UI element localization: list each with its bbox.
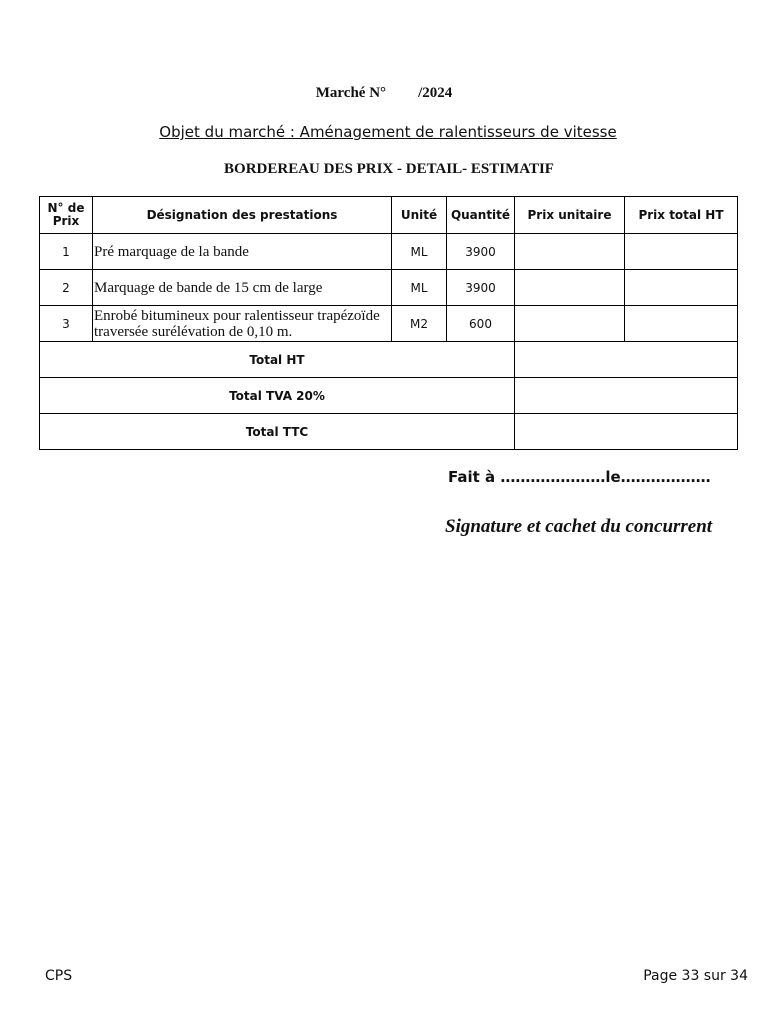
total-tva-value[interactable] [515,378,738,414]
cell-quantite: 3900 [447,270,515,306]
column-header-prix-total: Prix total HT [625,197,738,234]
price-table [39,196,738,450]
total-row [40,414,738,450]
footer-left: CPS [45,968,73,984]
table-row [40,270,738,306]
column-header-designation: Désignation des prestations [93,197,392,234]
cell-designation: Enrobé bitumineux pour ralentisseur trapézoïde traversée surélévation de 0,10 m. [93,306,392,342]
cell-num: 3 [40,306,93,342]
marche-number-line [0,85,768,102]
total-ht-label: Total HT [40,342,515,378]
page-number: Page 33 sur 34 [643,968,748,984]
cell-unite: ML [392,270,447,306]
cell-num: 2 [40,270,93,306]
total-row [40,342,738,378]
cell-quantite: 600 [447,306,515,342]
cell-designation: Pré marquage de la bande [93,234,392,270]
fait-a-line: Fait à …………………le……………… [448,468,711,486]
cell-quantite: 3900 [447,234,515,270]
table-header-row [40,197,738,234]
cell-prix-total[interactable] [625,306,738,342]
cell-num: 1 [40,234,93,270]
signature-label: Signature et cachet du concurrent [445,516,713,537]
cell-unite: M2 [392,306,447,342]
total-tva-label: Total TVA 20% [40,378,515,414]
cell-prix-total[interactable] [625,270,738,306]
total-row [40,378,738,414]
column-header-quantite: Quantité [447,197,515,234]
column-header-num: N° de Prix [40,197,93,234]
cell-prix-unitaire[interactable] [515,270,625,306]
marche-year: /2024 [418,85,453,101]
cell-unite: ML [392,234,447,270]
objet-du-marche: Objet du marché : Aménagement de ralentisseurs de vitesse [159,123,617,141]
column-header-prix-unitaire: Prix unitaire [515,197,625,234]
table-row [40,234,738,270]
cell-prix-unitaire[interactable] [515,306,625,342]
total-ttc-value[interactable] [515,414,738,450]
cell-designation: Marquage de bande de 15 cm de large [93,270,392,306]
column-header-unite: Unité [392,197,447,234]
cell-prix-total[interactable] [625,234,738,270]
bordereau-title: BORDEREAU DES PRIX - DETAIL- ESTIMATIF [224,161,554,177]
cell-prix-unitaire[interactable] [515,234,625,270]
total-ttc-label: Total TTC [40,414,515,450]
table-row [40,306,738,342]
total-ht-value[interactable] [515,342,738,378]
marche-label: Marché N° [315,85,387,101]
